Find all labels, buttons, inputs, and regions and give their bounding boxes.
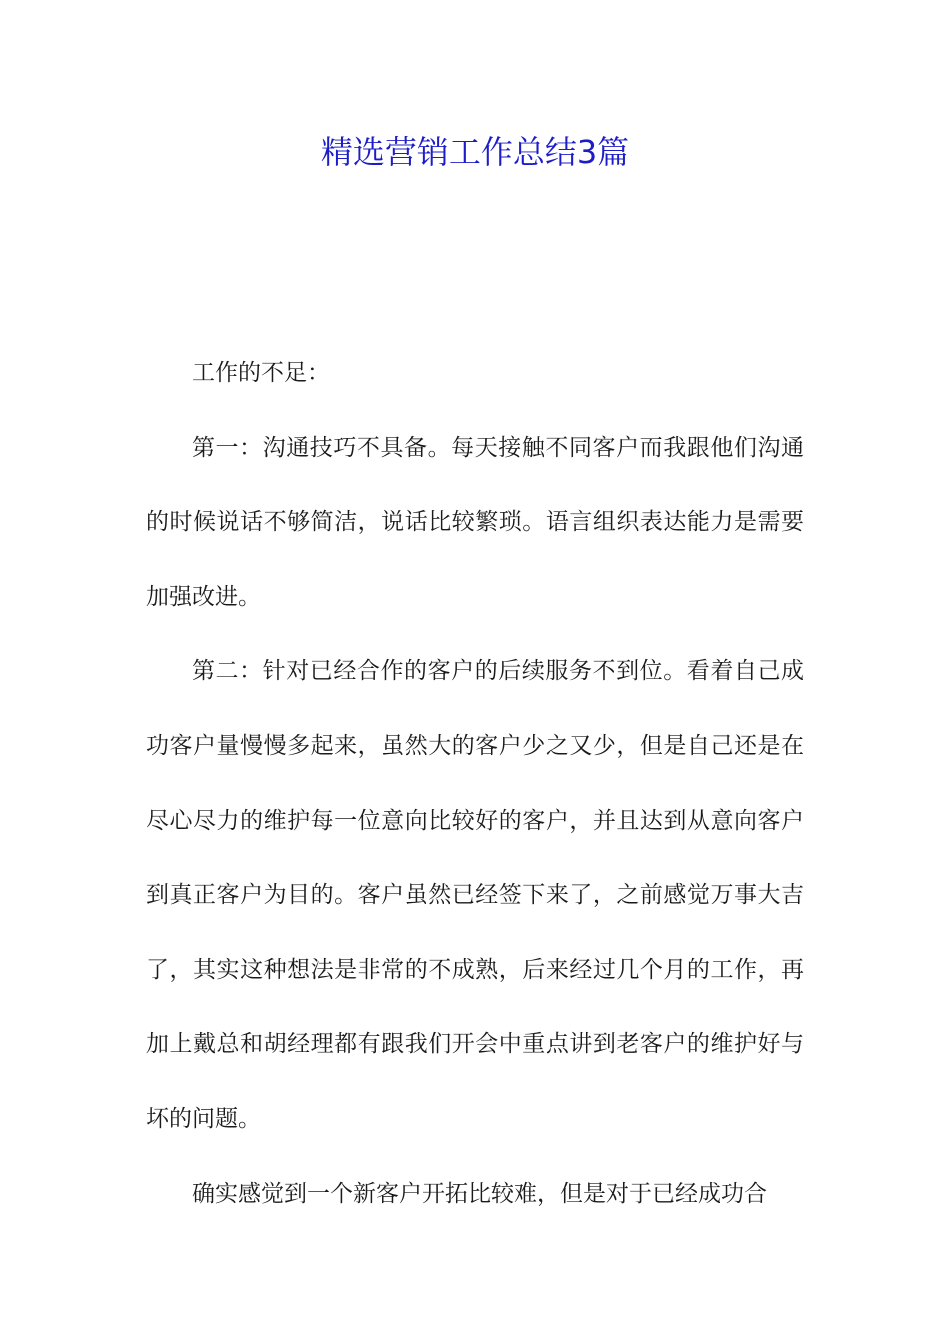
paragraph-shortcomings-heading: 工作的不足： [192, 360, 330, 386]
paragraph-point-one: 第一：沟通技巧不具备。每天接触不同客户而我跟他们沟通的时候说话不够简洁，说话比较繁琐。语言组织表达能力是需要加强改进。 [146, 434, 804, 610]
paragraph-point-two: 第二：针对已经合作的客户的后续服务不到位。看着自己成功客户量慢慢多起来，虽然大的客户少之又少，但是自己还是在尽心尽力的维护每一位意向比较好的客户，并且达到从意向客户到真正客户为目的。客户虽然已经签下来了，之前感觉万事大吉了，其实这种想法是非常的不成熟，后来经过几个月的工作，再加上戴总和胡经理都有跟我们开会中重点讲到老客户的维护好与坏的问题。 [146, 658, 804, 1132]
paragraph-continuation: 确实感觉到一个新客户开拓比较难，但是对于已经成功合 [192, 1180, 767, 1207]
document-title: 精选营销工作总结3篇 [320, 133, 630, 171]
document-body [146, 336, 804, 1231]
